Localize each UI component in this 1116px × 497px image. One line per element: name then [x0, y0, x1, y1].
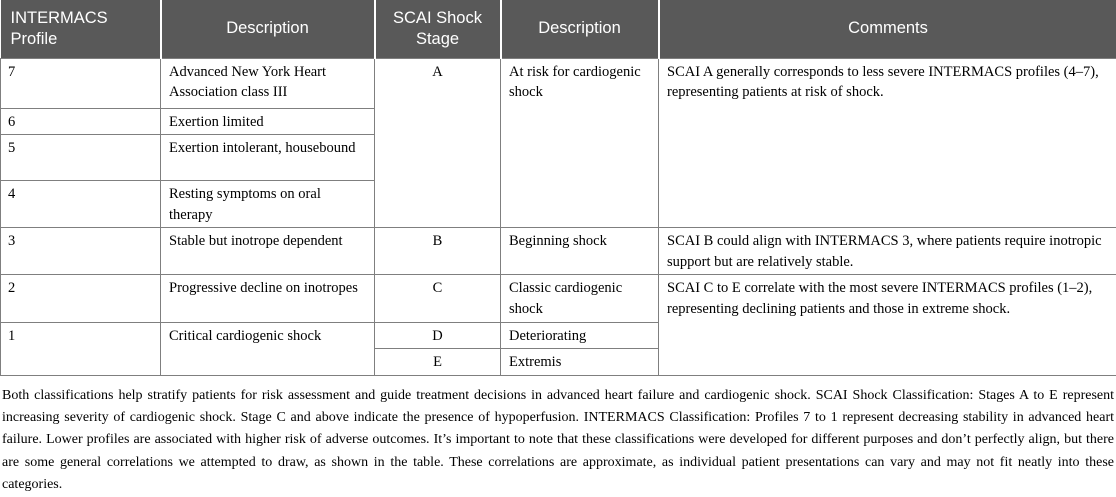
col-header-scai-description: Description [501, 0, 659, 58]
scai-stage-c: C [375, 275, 501, 322]
scai-description-c: Classic cardiogenic shock [501, 275, 659, 322]
intermacs-profile-7: 7 [1, 58, 161, 108]
col-header-intermacs-description: Description [161, 0, 375, 58]
intermacs-description-2: Progressive decline on inotropes [161, 275, 375, 322]
table-body [1, 58, 1116, 375]
col-header-scai-stage: SCAI Shock Stage [375, 0, 501, 58]
intermacs-profile-3: 3 [1, 228, 161, 275]
intermacs-description-7: Advanced New York Heart Association class III [161, 58, 375, 108]
intermacs-profile-2: 2 [1, 275, 161, 322]
scai-description-b: Beginning shock [501, 228, 659, 275]
table-row [1, 275, 1116, 322]
comment-scai-c-e: SCAI C to E correlate with the most severe INTERMACS profiles (1–2), representing declining patients and those in extreme shock. [659, 275, 1116, 375]
comment-scai-a: SCAI A generally corresponds to less severe INTERMACS profiles (4–7), representing patients at risk of shock. [659, 58, 1116, 228]
table-row [1, 58, 1116, 108]
scai-description-e: Extremis [501, 349, 659, 376]
table-footnote: Both classifications help stratify patients for risk assessment and guide treatment decisions in advanced heart failure and cardiogenic shock. SCAI Shock Classification: Stages A to E represent increasing severity of cardiogenic shock. Stage C and above indicate the presence of hypoperfusion. INTERMACS Classification: Profiles 7 to 1 represent decreasing stability in advanced heart failure. Lower profiles are associated with higher risk of adverse outcomes. It’s important to note that these classifications were developed for different purposes and don’t perfectly align, but there are some general correlations we attempted to draw, as shown in the table. These correlations are approximate, as individual patient presentations can vary and may not fit neatly into these categories. [2, 385, 1114, 497]
intermacs-description-6: Exertion limited [161, 108, 375, 135]
intermacs-description-4: Resting symptoms on oral therapy [161, 181, 375, 228]
intermacs-profile-6: 6 [1, 108, 161, 135]
table-row [1, 228, 1116, 275]
col-header-comments: Comments [659, 0, 1116, 58]
intermacs-description-3: Stable but inotrope dependent [161, 228, 375, 275]
intermacs-description-1: Critical cardiogenic shock [161, 322, 375, 375]
table-header [1, 0, 1116, 58]
comment-scai-b: SCAI B could align with INTERMACS 3, where patients require inotropic support but are relatively stable. [659, 228, 1116, 275]
intermacs-profile-4: 4 [1, 181, 161, 228]
scai-stage-a: A [375, 58, 501, 228]
scai-stage-d: D [375, 322, 501, 349]
scai-description-a: At risk for cardiogenic shock [501, 58, 659, 228]
intermacs-profile-5: 5 [1, 135, 161, 181]
header-row [1, 0, 1116, 58]
intermacs-profile-1: 1 [1, 322, 161, 375]
col-header-intermacs-profile: INTERMACS Profile [1, 0, 161, 58]
intermacs-description-5: Exertion intolerant, housebound [161, 135, 375, 181]
scai-stage-e: E [375, 349, 501, 376]
scai-description-d: Deteriorating [501, 322, 659, 349]
scai-stage-b: B [375, 228, 501, 275]
